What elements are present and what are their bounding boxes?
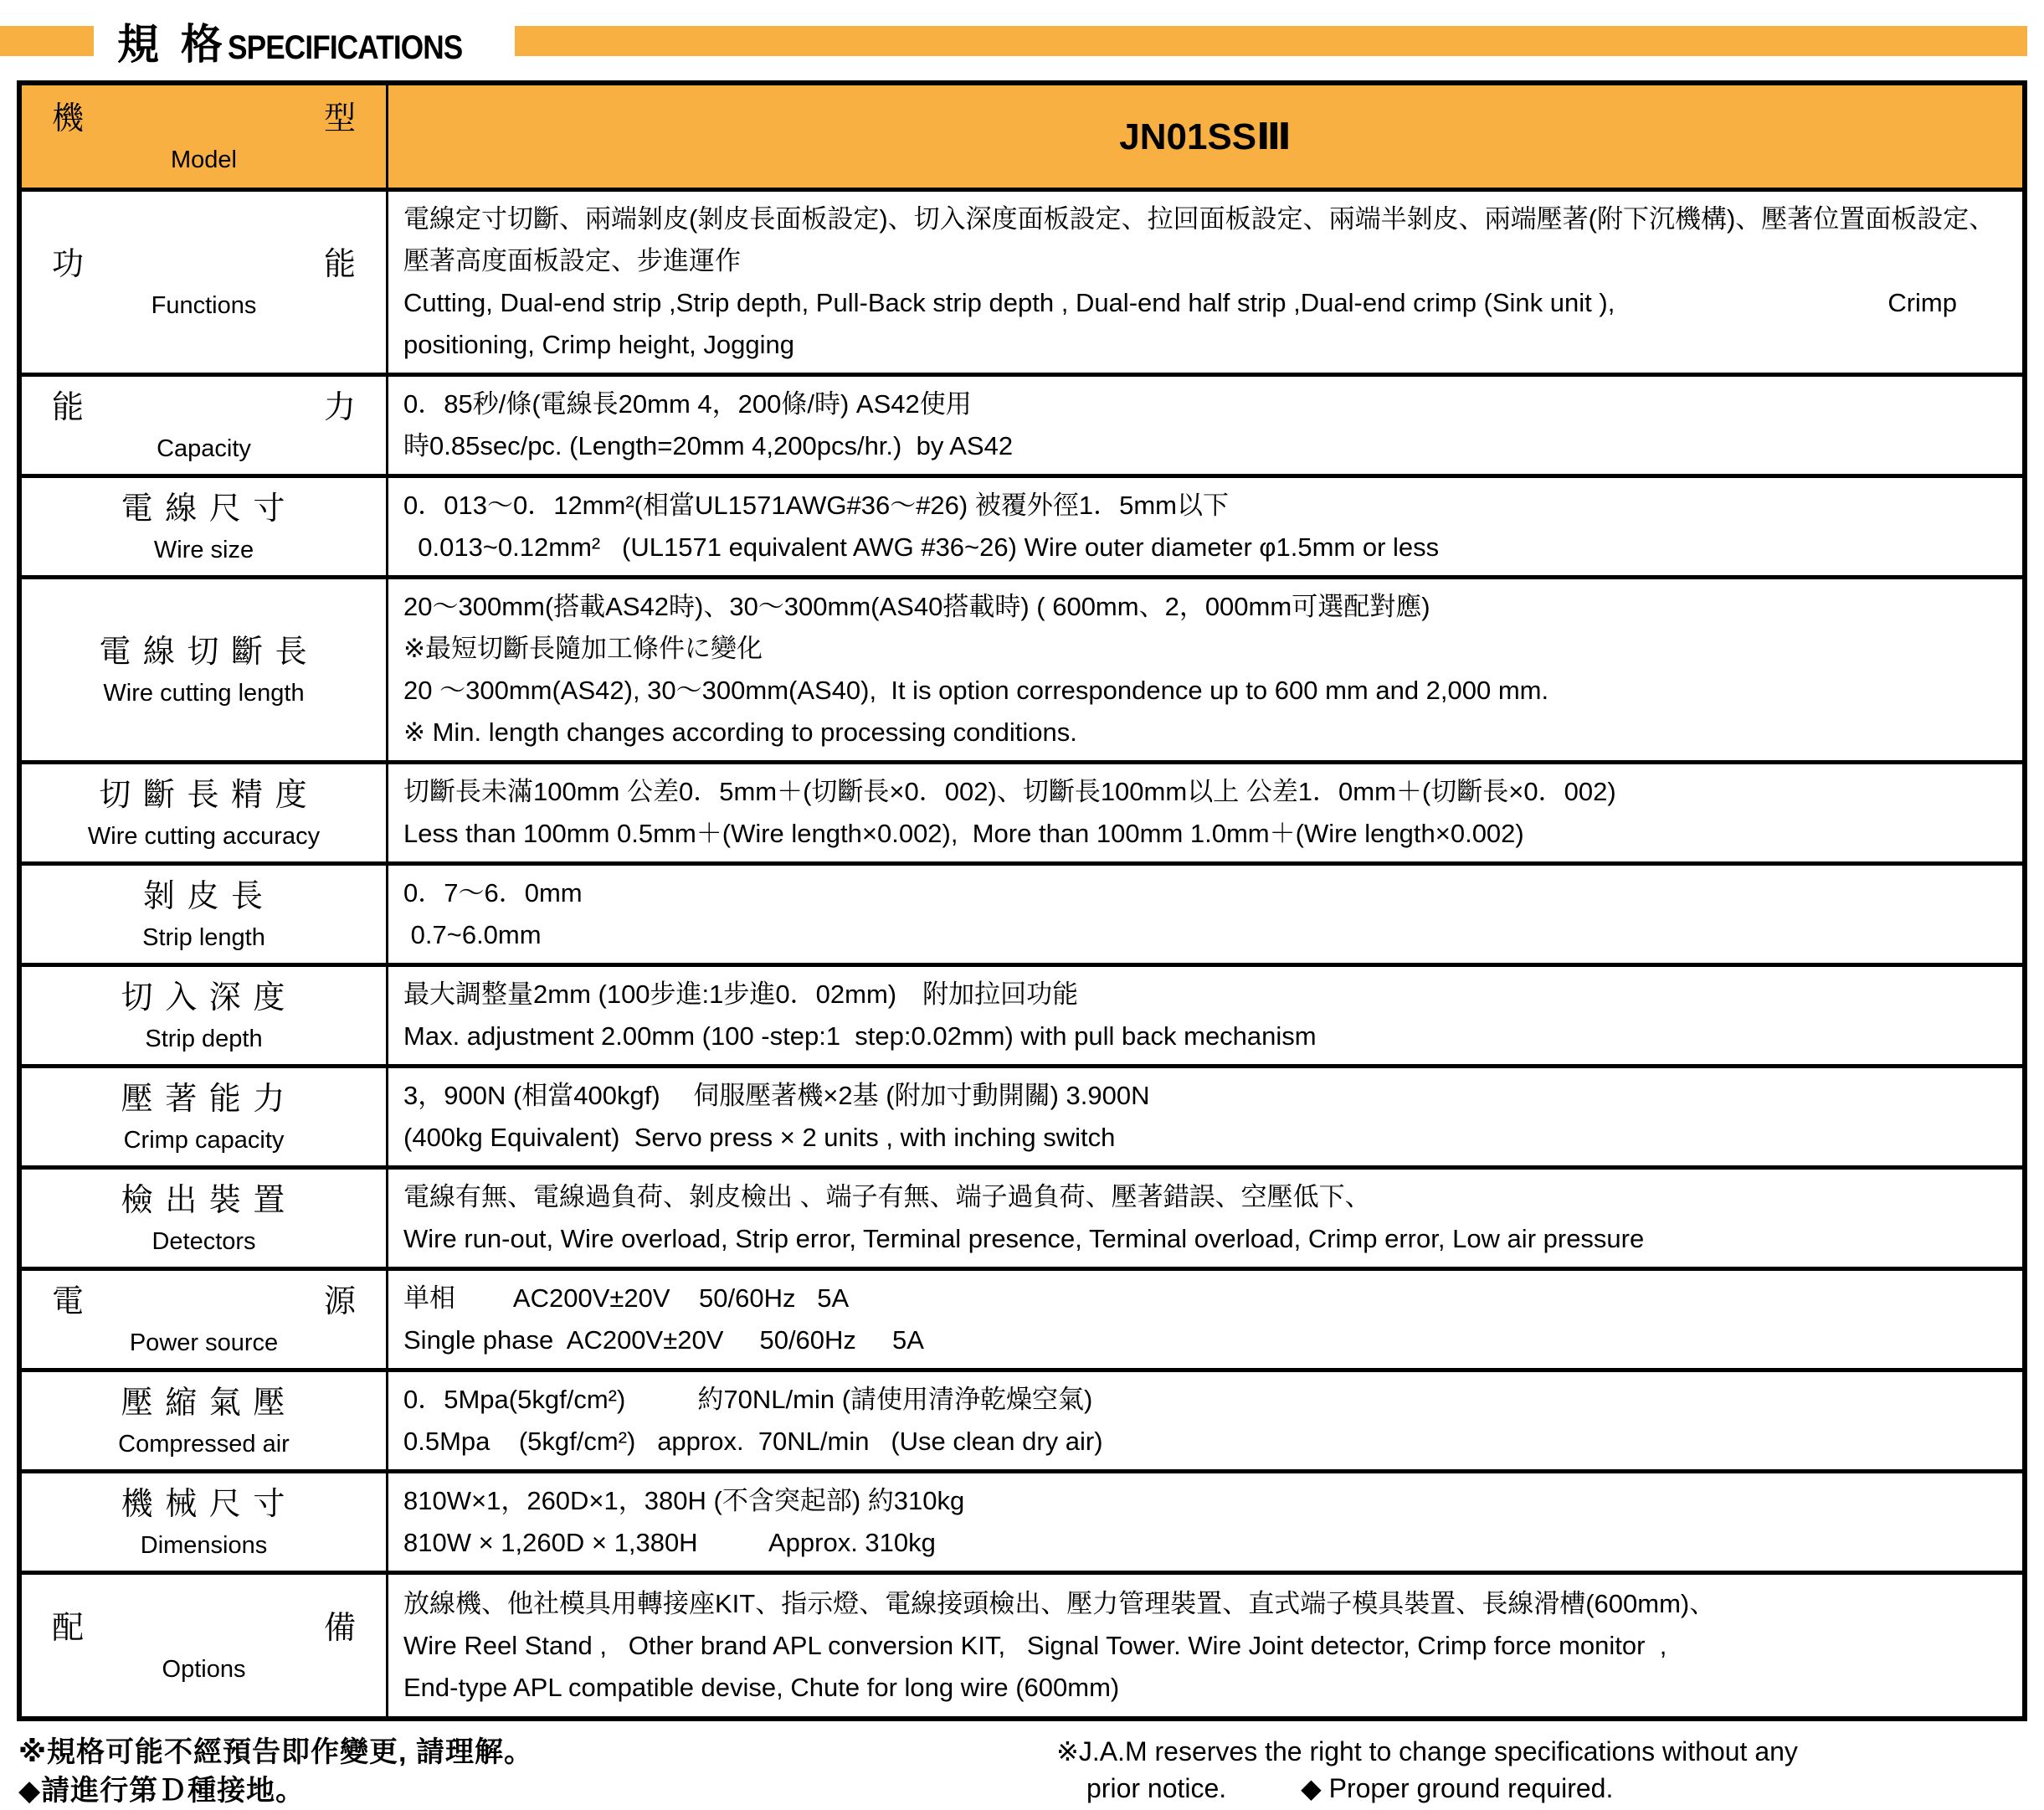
- functions-en-line1-right: Crimp: [1887, 288, 1957, 317]
- strip-length-line2: 0.7~6.0mm: [403, 920, 542, 949]
- crimp-capacity-value-cell: [388, 1068, 2022, 1165]
- strip-length-value-cell: [388, 866, 2022, 963]
- detectors-line1: 電線有無、電線過負荷、剝皮檢出 、端子有無、端子過負荷、壓著錯誤、空壓低下、: [403, 1182, 1371, 1211]
- table-row-power-source: [22, 1267, 2022, 1368]
- compressed-air-line1: 0．5Mpa(5kgf/cm²) 約70NL/min (請使用清浄乾燥空氣): [403, 1385, 1093, 1414]
- cutting-length-line4: ※ Min. length changes according to processing conditions.: [403, 717, 1077, 747]
- options-label-en: Options: [162, 1655, 246, 1683]
- title-accent-block-left: [0, 26, 94, 56]
- functions-label-cell: [22, 192, 388, 373]
- power-source-line1: 単相 AC200V±20V 50/60Hz 5A: [403, 1283, 850, 1313]
- model-label-cell: [22, 85, 388, 188]
- dimensions-label-cell: [22, 1473, 388, 1571]
- options-line1: 放線機、他社模具用轉接座KIT、指示燈、電線接頭檢出、壓力管理裝置、直式端子模具裝置、長線滑槽(600mm)、: [403, 1588, 1716, 1618]
- model-value: JN01SSⅢ: [1119, 116, 1292, 157]
- functions-label-zh-right: 能: [323, 247, 356, 282]
- capacity-label-en: Capacity: [157, 435, 251, 462]
- capacity-label-cell: [22, 377, 388, 474]
- footer-note-ground-zh: ◆請進行第Ｄ種接地。: [18, 1775, 306, 1807]
- capacity-line2: 時0.85sec/pc. (Length=20mm 4,200pcs/hr.) by AS42: [403, 431, 1014, 460]
- table-row-wire-cutting-length: [22, 575, 2022, 760]
- strip-depth-label-zh: 切 入 深 度: [121, 980, 287, 1016]
- functions-label-zh-left: 功: [52, 247, 85, 282]
- options-label-zh-right: 備: [323, 1610, 356, 1646]
- table-row-strip-length: [22, 861, 2022, 963]
- compressed-air-label-cell: [22, 1372, 388, 1469]
- wire-size-value-cell: [388, 478, 2022, 575]
- table-row-compressed-air: [22, 1368, 2022, 1469]
- accuracy-line2: Less than 100mm 0.5mm＋(Wire length×0.002), More than 100mm 1.0mm＋(Wire length×0.002): [403, 819, 1524, 848]
- title-accent-bar-right: [515, 26, 2027, 56]
- dimensions-line1: 810W×1，260D×1，380H (不含突起部) 約310kg: [403, 1486, 965, 1515]
- strip-depth-value-cell: [388, 967, 2022, 1064]
- page-title-zh: 規 格: [117, 21, 228, 68]
- accuracy-line1: 切斷長未滿100mm 公差0．5mm＋(切斷長×0．002)、切斷長100mm以上 公差1．0mm＋(切斷長×0．002): [403, 777, 1616, 806]
- strip-length-label-en: Strip length: [142, 924, 265, 951]
- functions-value-cell: [388, 192, 2022, 373]
- strip-depth-line1: 最大調整量2mm (100步進:1步進0．02mm) 附加拉回功能: [403, 980, 1079, 1009]
- dimensions-value-cell: [388, 1473, 2022, 1571]
- power-source-label-en: Power source: [129, 1329, 279, 1356]
- functions-label-zh: [30, 242, 377, 287]
- accuracy-label-cell: [22, 764, 388, 861]
- options-label-zh-left: 配: [52, 1610, 85, 1646]
- capacity-label-zh: [30, 385, 377, 430]
- capacity-value-cell: [388, 377, 2022, 474]
- table-row-dimensions: [22, 1469, 2022, 1571]
- cutting-length-label-cell: [22, 579, 388, 760]
- compressed-air-value-cell: [388, 1372, 2022, 1469]
- compressed-air-label-zh: 壓 縮 氣 壓: [121, 1386, 287, 1421]
- cutting-length-label-zh: 電 線 切 斷 長: [99, 635, 309, 670]
- compressed-air-label-en: Compressed air: [118, 1431, 290, 1458]
- accuracy-label-zh: 切 斷 長 精 度: [99, 778, 309, 813]
- table-row-crimp-capacity: [22, 1064, 2022, 1165]
- crimp-capacity-line1: 3，900N (相當400kgf) 伺服壓著機×2基 (附加寸動開關) 3.900N: [403, 1081, 1150, 1110]
- options-label-zh: [30, 1606, 377, 1651]
- cutting-length-line2: ※最短切斷長隨加工條件に變化: [403, 634, 763, 663]
- wire-size-line2: 0.013~0.12mm² (UL1571 equivalent AWG #36~26) Wire outer diameter φ1.5mm or less: [403, 532, 1440, 562]
- table-row-wire-size: [22, 474, 2022, 575]
- strip-depth-label-cell: [22, 967, 388, 1064]
- power-source-value-cell: [388, 1271, 2022, 1368]
- capacity-label-zh-right: 力: [323, 390, 356, 425]
- model-label-zh: [30, 96, 377, 141]
- footer-notes-left: [18, 1733, 1056, 1810]
- detectors-line2: Wire run-out, Wire overload, Strip error, Terminal presence, Terminal overload, Crimp error, Low air pressure: [403, 1224, 1645, 1253]
- model-value-cell: [388, 85, 2022, 188]
- page-title-en: SPECIFICATIONS: [227, 29, 463, 66]
- accuracy-label-en: Wire cutting accuracy: [87, 823, 321, 850]
- detectors-label-zh: 檢 出 裝 置: [121, 1183, 287, 1218]
- strip-depth-line2: Max. adjustment 2.00mm (100 -step:1 step:0.02mm) with pull back mechanism: [403, 1021, 1317, 1051]
- specifications-table: [17, 80, 2027, 1721]
- wire-size-label-zh: 電 線 尺 寸: [121, 491, 287, 527]
- model-label-en: Model: [171, 147, 237, 173]
- strip-length-label-cell: [22, 866, 388, 963]
- table-row-wire-cutting-accuracy: [22, 760, 2022, 861]
- model-label-zh-right: 型: [323, 101, 356, 136]
- strip-length-label-zh: 剝 皮 長: [142, 879, 265, 914]
- strip-length-line1: 0．7～6．0mm: [403, 878, 583, 908]
- dimensions-label-zh: 機 械 尺 寸: [121, 1487, 287, 1522]
- table-row-options: [22, 1571, 2022, 1716]
- power-source-label-cell: [22, 1271, 388, 1368]
- table-row-detectors: [22, 1165, 2022, 1267]
- model-label-zh-left: 機: [52, 101, 85, 136]
- functions-en-line2: positioning, Crimp height, Jogging: [403, 330, 794, 359]
- capacity-label-zh-left: 能: [52, 390, 85, 425]
- power-source-label-zh-right: 源: [323, 1284, 356, 1319]
- footer-note-spec-change-en: ※J.A.M reserves the right to change specifications without any: [1056, 1736, 1798, 1766]
- dimensions-label-en: Dimensions: [140, 1532, 268, 1559]
- options-value-cell: [388, 1575, 2022, 1716]
- cutting-length-line1: 20～300mm(搭載AS42時)、30～300mm(AS40搭載時) ( 600mm、2，000mm可選配對應): [403, 592, 1430, 621]
- footer-note-ground-en: prior notice. ◆ Proper ground required.: [1086, 1773, 1614, 1803]
- detectors-value-cell: [388, 1170, 2022, 1267]
- wire-size-label-en: Wire size: [153, 537, 254, 563]
- crimp-capacity-label-en: Crimp capacity: [123, 1127, 285, 1154]
- strip-depth-label-en: Strip depth: [145, 1026, 263, 1052]
- footer-note-spec-change-zh: ※規格可能不經預告即作變更, 請理解。: [18, 1736, 533, 1768]
- accuracy-value-cell: [388, 764, 2022, 861]
- cutting-length-value-cell: [388, 579, 2022, 760]
- crimp-capacity-line2: (400kg Equivalent) Servo press × 2 units , with inching switch: [403, 1123, 1116, 1152]
- options-line2: Wire Reel Stand , Other brand APL conversion KIT, Signal Tower. Wire Joint detector, Crimp force monitor ,: [403, 1630, 1667, 1660]
- power-source-label-zh: [30, 1279, 377, 1324]
- table-row-capacity: [22, 373, 2022, 474]
- cutting-length-line3: 20 ～300mm(AS42), 30～300mm(AS40), It is option correspondence up to 600 mm and 2,000 mm.: [403, 676, 1549, 705]
- functions-en-line1: [403, 282, 2007, 324]
- crimp-capacity-label-zh: 壓 著 能 力: [121, 1082, 287, 1117]
- capacity-line1: 0．85秒/條(電線長20mm 4，200條/時) AS42使用: [403, 389, 972, 419]
- table-row-strip-depth: [22, 963, 2022, 1064]
- power-source-line2: Single phase AC200V±20V 50/60Hz 5A: [403, 1325, 924, 1355]
- compressed-air-line2: 0.5Mpa (5kgf/cm²) approx. 70NL/min (Use clean dry air): [403, 1427, 1103, 1456]
- dimensions-line2: 810W × 1,260D × 1,380H Approx. 310kg: [403, 1528, 936, 1557]
- cutting-length-label-en: Wire cutting length: [103, 680, 305, 707]
- functions-en-line1-left: Cutting, Dual-end strip ,Strip depth, Pull-Back strip depth , Dual-end half strip ,Dual-end crimp (Sink unit ),: [403, 288, 1615, 317]
- wire-size-line1: 0．013～0．12mm²(相當UL1571AWG#36～#26) 被覆外徑1．5mm以下: [403, 491, 1229, 520]
- options-label-cell: [22, 1575, 388, 1716]
- detectors-label-cell: [22, 1170, 388, 1267]
- page-title: [94, 11, 515, 71]
- table-row-functions: [22, 188, 2022, 373]
- functions-label-en: Functions: [151, 292, 257, 319]
- title-bar: [0, 15, 2027, 67]
- wire-size-label-cell: [22, 478, 388, 575]
- footer-notes-right: [1056, 1733, 2027, 1810]
- functions-zh-text: 電線定寸切斷、兩端剝皮(剝皮長面板設定)、切入深度面板設定、拉回面板設定、兩端半剝皮、兩端壓著(附下沉機構)、壓著位置面板設定、壓著高度面板設定、步進運作: [403, 204, 1995, 275]
- crimp-capacity-label-cell: [22, 1068, 388, 1165]
- table-row-model: [22, 85, 2022, 188]
- detectors-label-en: Detectors: [152, 1228, 256, 1255]
- options-line3: End-type APL compatible devise, Chute for long wire (600mm): [403, 1672, 1120, 1702]
- footer-notes: [18, 1733, 2027, 1810]
- power-source-label-zh-left: 電: [52, 1284, 85, 1319]
